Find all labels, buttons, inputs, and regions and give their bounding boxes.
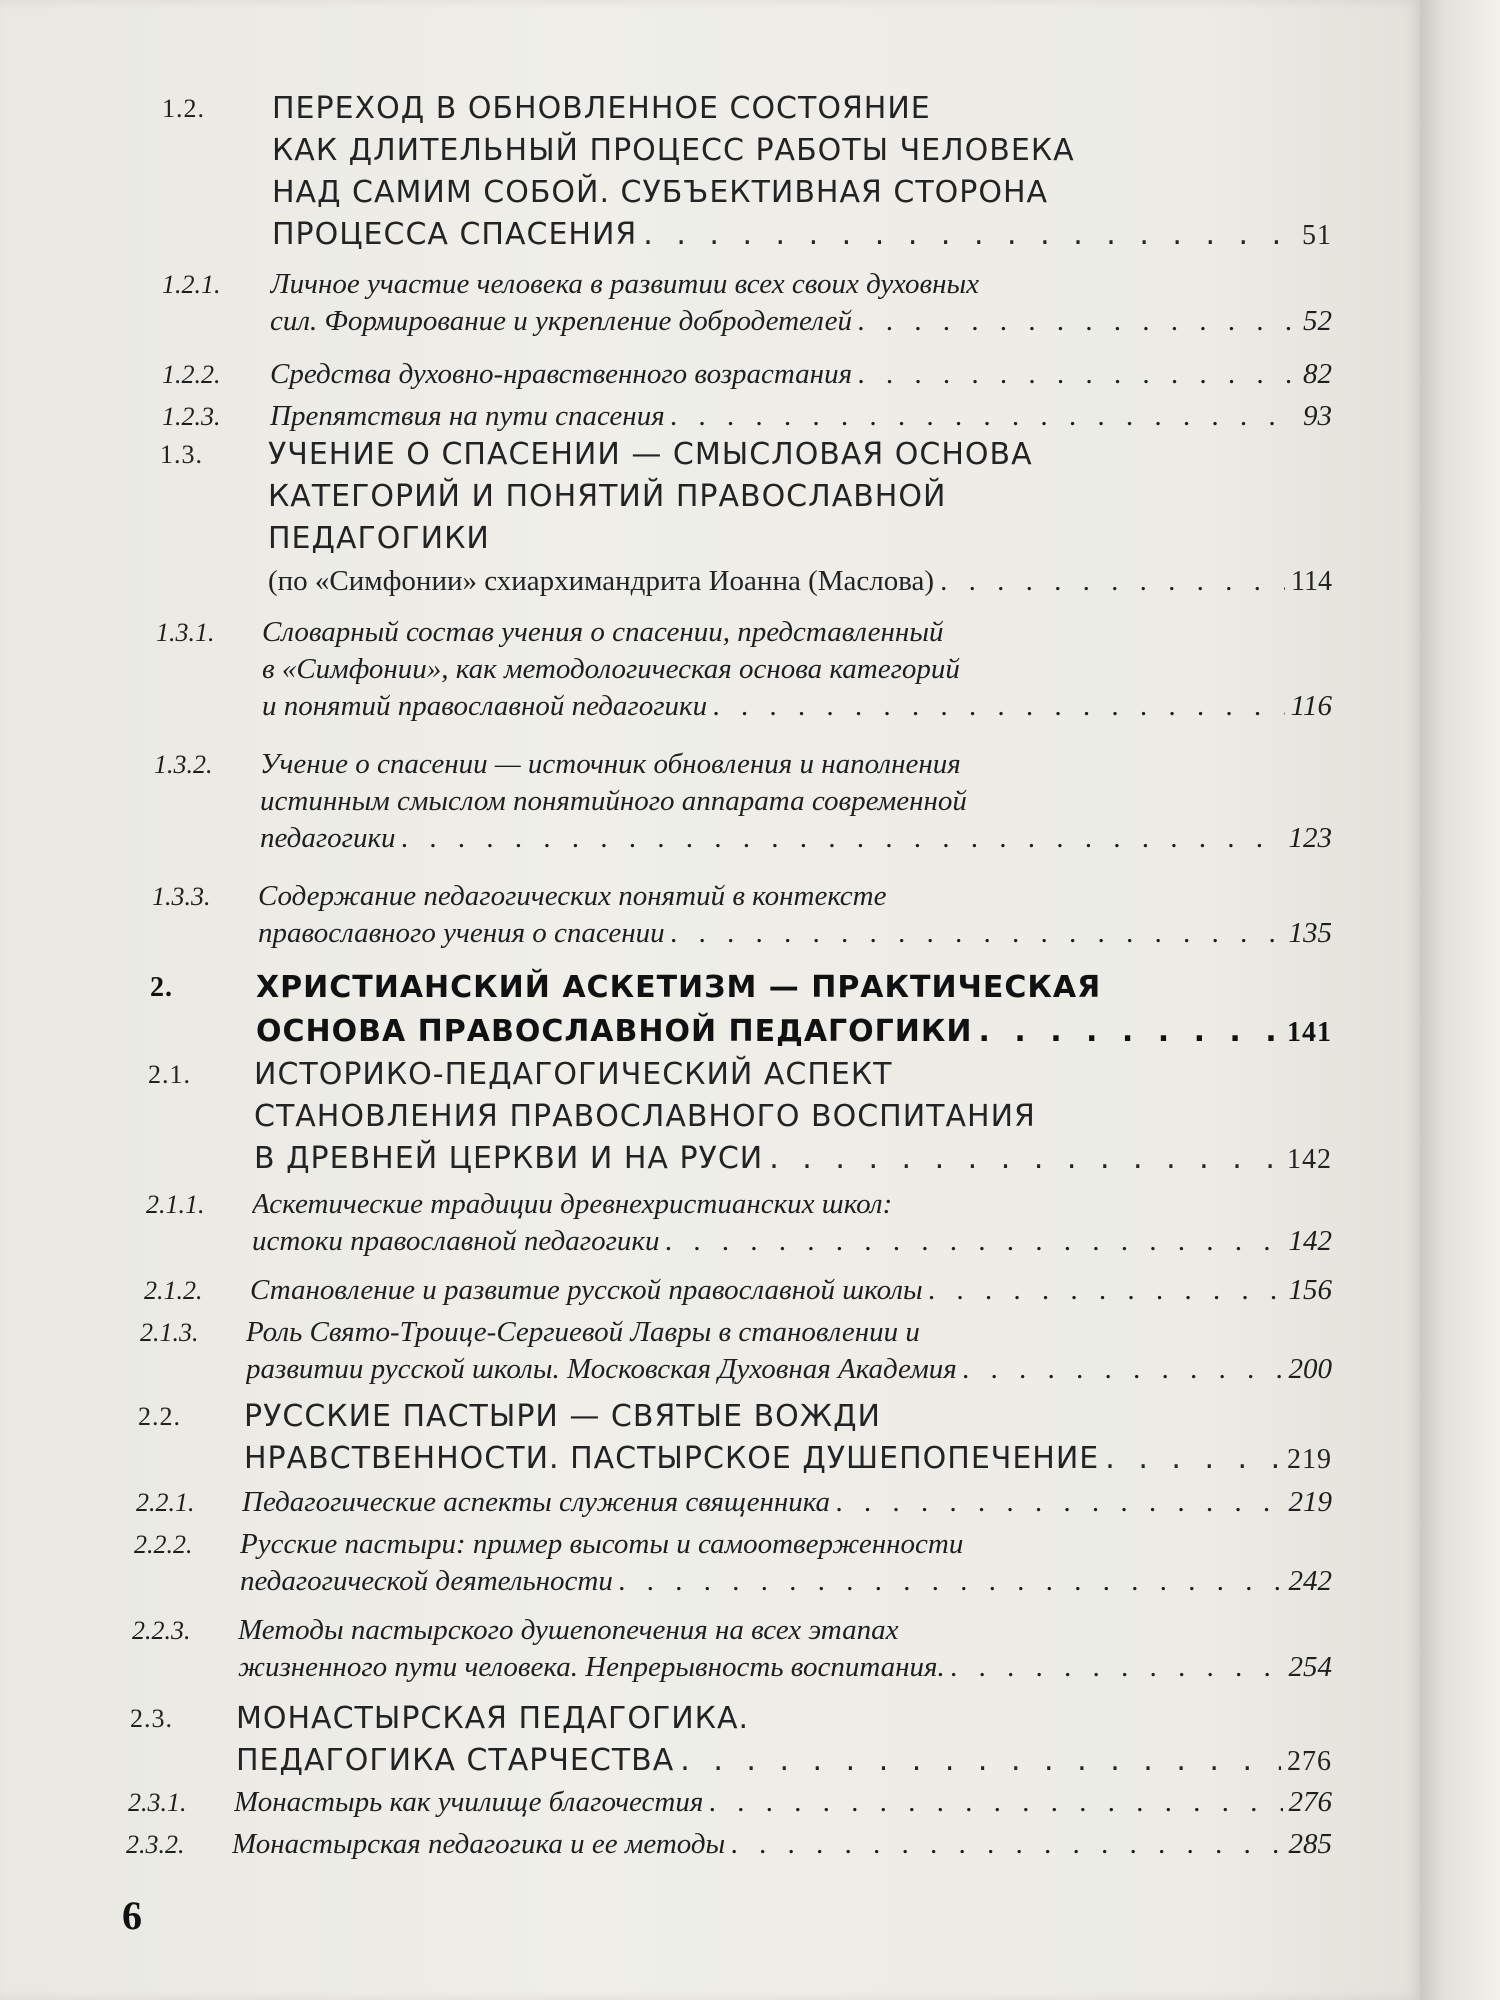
entry-title-line: ХРИСТИАНСКИЙ АСКЕТИЗМ — ПРАКТИЧЕСКАЯ [256, 970, 1102, 1005]
entry-number: 2. [150, 972, 173, 1003]
entry-number: 2.1.3. [140, 1318, 199, 1347]
entry-title-line: Педагогические аспекты служения священника [242, 1486, 831, 1518]
leader-dots [929, 1272, 1283, 1309]
entry-number: 1.2.1. [162, 270, 221, 299]
page-number: 242 [1288, 1565, 1332, 1597]
entry-title-line: Средства духовно-нравственного возрастания [270, 358, 853, 390]
entry-title-line: КАТЕГОРИЙ И ПОНЯТИЙ ПРАВОСЛАВНОЙ [268, 479, 947, 514]
entry-title-line: (по «Симфонии» схиархимандрита Иоанна (Маслова) [268, 565, 935, 597]
page-number: 142 [1287, 1144, 1332, 1175]
entry-number: 2.3.1. [128, 1788, 187, 1817]
leader-dots [402, 820, 1283, 857]
entry-title-line: православного учения о спасении [258, 917, 665, 949]
entry-title-line: Становление и развитие русской православной школы [250, 1274, 923, 1306]
page-number: 52 [1303, 305, 1332, 337]
leader-dots [709, 1784, 1282, 1821]
entry-title-line: ИСТОРИКО-ПЕДАГОГИЧЕСКИЙ АСПЕКТ [254, 1057, 893, 1092]
entry-number: 1.2. [162, 94, 205, 123]
leader-dots [643, 214, 1296, 256]
entry-number: 1.3. [160, 440, 203, 469]
leader-dots [731, 1826, 1282, 1863]
leader-dots [951, 1649, 1283, 1686]
entry-title-line: и понятий православной педагогики [262, 690, 708, 722]
leader-dots [963, 1351, 1283, 1388]
page-number: 276 [1288, 1786, 1332, 1818]
page-number: 141 [1287, 1017, 1332, 1048]
entry-title-line: Учение о спасении — источник обновления и наполнения [260, 748, 961, 780]
page-number: 254 [1288, 1651, 1332, 1683]
entry-title-line: Словарный состав учения о спасении, представленный [262, 616, 944, 648]
leader-dots [665, 1223, 1282, 1260]
page-number: 200 [1288, 1353, 1332, 1385]
entry-title-line: ОСНОВА ПРАВОСЛАВНОЙ ПЕДАГОГИКИ [256, 1014, 973, 1049]
entry-title-line: УЧЕНИЕ О СПАСЕНИИ — СМЫСЛОВАЯ ОСНОВА [268, 437, 1033, 472]
entry-title-line: КАК ДЛИТЕЛЬНЫЙ ПРОЦЕСС РАБОТЫ ЧЕЛОВЕКА [272, 133, 1075, 168]
leader-dots [979, 1010, 1281, 1054]
leader-dots [671, 915, 1283, 952]
leader-dots [940, 560, 1285, 602]
leader-dots [858, 356, 1297, 393]
entry-title-line: НРАВСТВЕННОСТИ. ПАСТЫРСКОЕ ДУШЕПОПЕЧЕНИЕ [244, 1441, 1100, 1476]
entry-title-line: Методы пастырского душепопечения на всех этапах [238, 1614, 899, 1646]
leader-dots [619, 1563, 1283, 1600]
page-number: 219 [1287, 1444, 1332, 1475]
page-number: 114 [1291, 566, 1332, 597]
entry-title-line: сил. Формирование и укрепление добродетелей [270, 305, 852, 337]
entry-title-line: ПЕДАГОГИКА СТАРЧЕСТВА [236, 1743, 675, 1778]
page-number: 156 [1288, 1274, 1332, 1306]
entry-title-line: в «Симфонии», как методологическая основа категорий [262, 653, 960, 685]
entry-number: 1.3.3. [152, 882, 211, 911]
entry-title-line: жизненного пути человека. Непрерывность воспитания. [238, 1651, 945, 1683]
page-number: 82 [1303, 358, 1332, 390]
leader-dots [858, 303, 1297, 340]
entry-number: 1.3.1. [156, 618, 215, 647]
entry-title-line: РУССКИЕ ПАСТЫРИ — СВЯТЫЕ ВОЖДИ [244, 1399, 881, 1434]
entry-title-line: развитии русской школы. Московская Духовная Академия [246, 1353, 957, 1385]
page-folio-number: 6 [122, 1893, 142, 1938]
entry-number: 1.2.3. [162, 402, 221, 431]
entry-title-line: В ДРЕВНЕЙ ЦЕРКВИ И НА РУСИ [254, 1141, 764, 1176]
entry-number: 1.2.2. [162, 360, 221, 389]
entry-title-line: ПЕРЕХОД В ОБНОВЛЕННОЕ СОСТОЯНИЕ [272, 91, 931, 126]
entry-number: 2.2.1. [136, 1488, 195, 1517]
entry-title-line: ПРОЦЕССА СПАСЕНИЯ [272, 217, 638, 252]
entry-number: 2.3. [130, 1704, 173, 1733]
page-number: 285 [1288, 1828, 1332, 1860]
entry-title-line: Монастырская педагогика и ее методы [232, 1828, 726, 1860]
entry-title-line: ПЕДАГОГИКИ [268, 521, 490, 556]
entry-title-line: Содержание педагогических понятий в контексте [258, 880, 887, 912]
entry-number: 2.1.1. [146, 1190, 205, 1219]
leader-dots [1105, 1438, 1281, 1480]
entry-number: 2.1. [148, 1060, 191, 1089]
entry-number: 2.1.2. [144, 1276, 203, 1305]
entry-title-line: истоки православной педагогики [252, 1225, 660, 1257]
entry-title-line: Роль Свято-Троице-Сергиевой Лавры в становлении и [246, 1316, 920, 1348]
entry-number: 2.2.2. [134, 1530, 193, 1559]
page-number: 219 [1288, 1486, 1332, 1518]
entry-number: 1.3.2. [154, 750, 213, 779]
page-number: 51 [1302, 220, 1332, 251]
leader-dots [713, 688, 1285, 725]
leader-dots [836, 1484, 1282, 1521]
entry-title-line: педагогики [260, 822, 396, 854]
page-number: 116 [1290, 690, 1332, 722]
entry-title-line: Аскетические традиции древнехристианских школ: [252, 1188, 893, 1220]
page-number: 142 [1288, 1225, 1332, 1257]
entry-title-line: Русские пастыри: пример высоты и самоотверженности [240, 1528, 964, 1560]
entry-number: 2.2.3. [132, 1616, 191, 1645]
entry-title-line: истинным смыслом понятийного аппарата современной [260, 785, 967, 817]
entry-title-line: СТАНОВЛЕНИЯ ПРАВОСЛАВНОГО ВОСПИТАНИЯ [254, 1099, 1036, 1134]
entry-number: 2.2. [138, 1402, 181, 1431]
entry-title-line: МОНАСТЫРСКАЯ ПЕДАГОГИКА. [236, 1701, 750, 1736]
page-number: 276 [1287, 1746, 1332, 1777]
entry-title-line: НАД САМИМ СОБОЙ. СУБЪЕКТИВНАЯ СТОРОНА [272, 175, 1049, 210]
entry-number: 2.3.2. [126, 1830, 185, 1859]
entry-title-line: педагогической деятельности [240, 1565, 613, 1597]
page-number: 93 [1303, 400, 1332, 432]
leader-dots [671, 398, 1297, 435]
page-number: 135 [1288, 917, 1332, 949]
entry-title-line: Препятствия на пути спасения [270, 400, 665, 432]
entry-title-line: Монастырь как училище благочестия [234, 1786, 704, 1818]
entry-title-line: Личное участие человека в развитии всех своих духовных [270, 268, 980, 300]
page-number: 123 [1288, 822, 1332, 854]
leader-dots [769, 1138, 1281, 1180]
leader-dots [680, 1740, 1281, 1782]
